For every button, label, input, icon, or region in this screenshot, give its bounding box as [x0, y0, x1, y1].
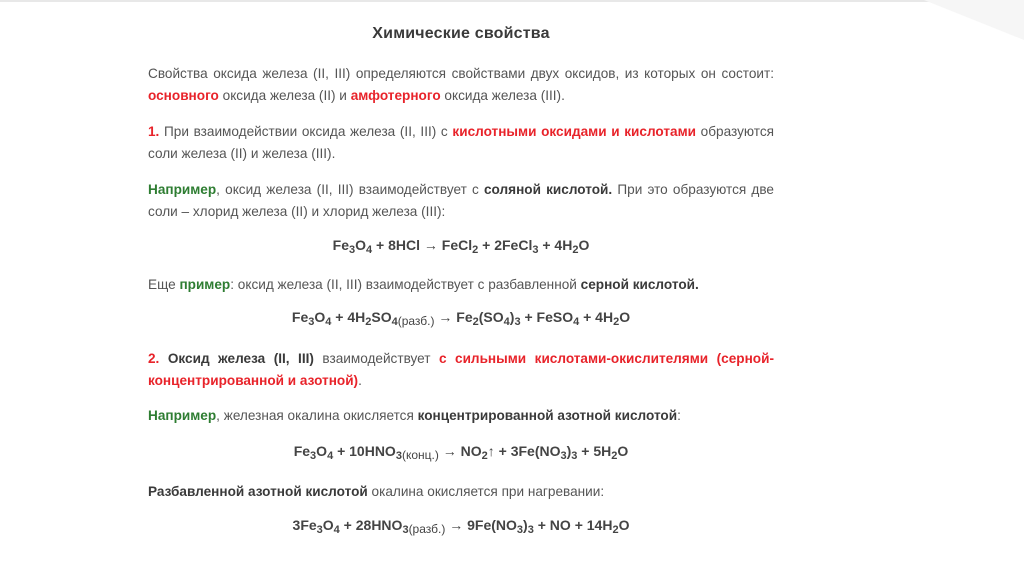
- eq-part: O: [619, 309, 631, 325]
- eq-sub: 2: [611, 450, 618, 462]
- eq-part: + 10HNO: [333, 443, 396, 459]
- eq-sub: 2: [365, 316, 372, 328]
- eq-part: O: [618, 517, 630, 533]
- eq-sub: 3: [514, 316, 521, 328]
- text: образуются соли железа (II) и железа (III).: [148, 124, 774, 161]
- text: :: [677, 408, 681, 423]
- eq-part: O: [355, 237, 367, 253]
- text: Еще: [148, 277, 180, 292]
- dilute-paragraph: [148, 481, 774, 503]
- highlight-oxidizers: с сильными кислотами-окислителями (серной-концентрированной и азотной): [148, 351, 774, 388]
- example-label: Например: [148, 408, 217, 423]
- eq-sub: 2: [481, 450, 488, 462]
- property-1-paragraph: [148, 121, 774, 165]
- eq-sub: 2: [472, 316, 479, 328]
- eq-part: O: [322, 517, 334, 533]
- eq-part: + 4H: [538, 237, 573, 253]
- eq-part: ): [523, 517, 528, 533]
- text: : оксид железа (II, III) взаимодействует с разбавленной: [230, 277, 581, 292]
- text: оксида железа (III).: [440, 88, 565, 103]
- eq-part: (SO: [478, 309, 504, 325]
- eq-sub: 3: [316, 524, 323, 536]
- text: окалина окисляется при нагревании:: [367, 484, 605, 499]
- item-number: 1.: [148, 124, 160, 139]
- eq-part: + 28HNO: [339, 517, 403, 533]
- eq-part: Fe: [332, 237, 349, 253]
- eq-sub: 3: [395, 450, 402, 462]
- eq-sub: 3: [560, 450, 567, 462]
- eq-part: ): [509, 309, 515, 325]
- eq-sub: 4: [391, 316, 398, 328]
- eq-part: + 4H: [331, 309, 366, 325]
- eq-part: ): [566, 443, 572, 459]
- highlight-amphoteric: амфотерного: [350, 88, 441, 103]
- item-number: 2.: [148, 351, 160, 366]
- arrow-icon: →: [442, 443, 457, 459]
- eq-part: Fe: [291, 309, 309, 325]
- text: При это образуются две соли – хлорид железа (II) и хлорид железа (III):: [148, 182, 774, 219]
- eq-sub: 4: [327, 450, 334, 462]
- eq-sub: 3: [571, 450, 578, 462]
- eq-sub: 2: [572, 244, 579, 256]
- text: Свойства оксида железа (II, III) определяются свойствами двух оксидов, из которых он состоит:: [148, 66, 774, 81]
- highlight-acids: кислотными оксидами и кислотами: [452, 124, 697, 139]
- text: .: [358, 373, 362, 388]
- arrow-icon: →: [423, 237, 438, 253]
- eq-sub: 2: [472, 244, 479, 256]
- eq-part: O: [314, 309, 326, 325]
- example-1-paragraph: [148, 179, 774, 223]
- equation-2: [148, 306, 774, 330]
- eq-part: + FeSO: [520, 309, 574, 325]
- eq-part: O: [617, 443, 629, 459]
- eq-part: O: [316, 443, 328, 459]
- highlight-hno3-dilute: Разбавленной азотной кислотой: [148, 484, 368, 499]
- slide-title: Химические свойства: [372, 25, 550, 42]
- eq-condition: (конц.): [401, 448, 439, 462]
- eq-sub: 3: [308, 316, 315, 328]
- example-label: пример: [179, 277, 231, 292]
- example-label: Например: [148, 182, 217, 197]
- eq-part: SO: [371, 309, 392, 325]
- eq-part: 9Fe(NO: [463, 517, 517, 533]
- eq-part: O: [578, 237, 590, 253]
- property-2-paragraph: [148, 348, 774, 392]
- equation-4: [148, 514, 774, 538]
- eq-part: FeCl: [437, 237, 473, 253]
- arrow-icon: →: [449, 517, 464, 533]
- text: взаимодействует: [313, 351, 439, 366]
- eq-sub: 3: [349, 244, 356, 256]
- eq-sub: 3: [527, 524, 534, 536]
- eq-sub: 3: [516, 524, 524, 536]
- example-2-paragraph: [148, 274, 774, 296]
- text: При взаимодействии оксида железа (II, III) с: [159, 124, 453, 139]
- eq-sub: 3: [310, 450, 317, 462]
- eq-sub: 3: [402, 524, 409, 536]
- example-3-paragraph: [148, 405, 774, 427]
- equation-1: [148, 234, 774, 258]
- highlight-hno3-conc: концентрированной азотной кислотой: [417, 408, 678, 423]
- text: , железная окалина окисляется: [216, 408, 418, 423]
- eq-part: + 2FeCl: [478, 237, 533, 253]
- highlight-basic: основного: [148, 88, 219, 103]
- arrow-icon: →: [438, 309, 453, 325]
- corner-decoration: [924, 0, 1024, 40]
- eq-condition: (разб.): [408, 522, 446, 536]
- eq-sub: 4: [573, 316, 580, 328]
- eq-sub: 4: [333, 524, 340, 536]
- eq-sub: 2: [613, 316, 620, 328]
- eq-sub: 4: [503, 316, 510, 328]
- eq-part: 3Fe: [292, 517, 317, 533]
- slide-content: [148, 22, 774, 538]
- eq-part: + 4H: [579, 309, 614, 325]
- intro-paragraph: [148, 63, 774, 107]
- eq-sub: 4: [366, 244, 373, 256]
- eq-part: + 5H: [577, 443, 612, 459]
- eq-part: NO: [456, 443, 482, 459]
- top-border: [0, 0, 1024, 2]
- equation-3: [148, 440, 774, 464]
- eq-part: + 8HCl: [372, 237, 424, 253]
- eq-sub: 3: [532, 244, 539, 256]
- eq-part: + NO + 14H: [533, 517, 613, 533]
- text: , оксид железа (II, III) взаимодействует с: [216, 182, 484, 197]
- eq-sub: 2: [612, 524, 619, 536]
- eq-sub: 4: [325, 316, 332, 328]
- eq-condition: (разб.): [397, 314, 435, 328]
- text: оксида железа (II) и: [218, 88, 351, 103]
- highlight-oxide: Оксид железа (II, III): [159, 351, 314, 366]
- eq-part: Fe: [452, 309, 473, 325]
- eq-part: ↑ + 3Fe(NO: [487, 443, 561, 459]
- eq-part: Fe: [293, 443, 311, 459]
- highlight-h2so4: серной кислотой.: [580, 277, 699, 292]
- highlight-hcl: соляной кислотой.: [483, 182, 613, 197]
